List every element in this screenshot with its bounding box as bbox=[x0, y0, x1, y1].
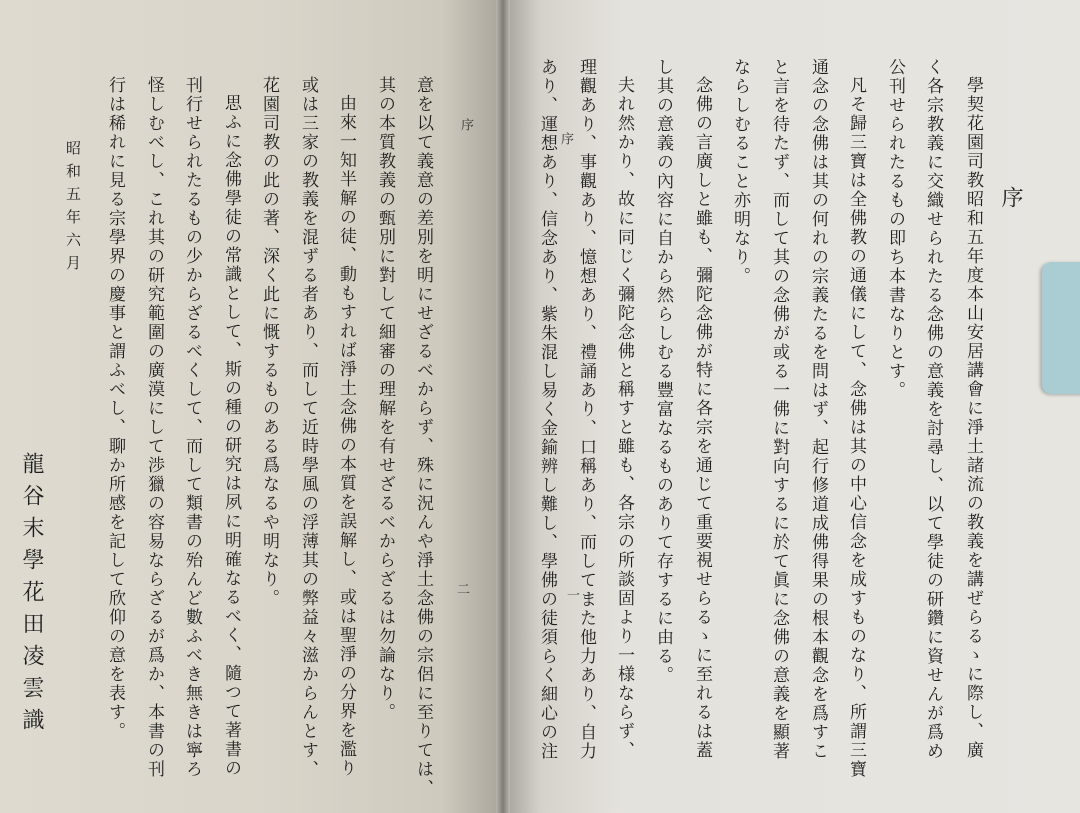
left-body-line-1: 意を以て義意の差別を明にせざるべからず、殊に況んや淨土念佛の宗侶に至りては、 bbox=[413, 76, 433, 798]
right-body-line-9: し其の意義の內容に自から然らしむる豐富なるものありて存するに由る。 bbox=[653, 58, 673, 685]
left-body-line-6: 思ふに念佛學徒の常識として、斯の種の研究は夙に明確なるべく、隨つて著書の bbox=[221, 94, 241, 778]
left-body-line-4: 或は三家の教義を混ずる者あり、而して近時學風の浮薄其の弊益々滋からんとす、 bbox=[298, 76, 318, 779]
right-body-line-3: 公刊せられたるもの即ち本書なりとす。 bbox=[885, 58, 905, 400]
right-body-line-6: と言を待たず、而して其の念佛が或る一佛に對向するに於て眞に念佛の意義を顯著 bbox=[769, 58, 789, 761]
bookmark-tab bbox=[1042, 262, 1080, 394]
right-body-line-10: 夫れ然かり、故に同じく彌陀念佛と稱すと雖も、各宗の所談固より一様ならず、 bbox=[614, 76, 634, 760]
right-body-line-2: く各宗教義に交織せられたる念佛の意義を討尋し、以て學徒の研鑽に資せんが爲め bbox=[923, 58, 943, 761]
left-page-header: 序 bbox=[458, 118, 473, 131]
preface-date: 昭和五年六月 bbox=[64, 140, 82, 278]
left-body-line-2: 其の本質教義の甄別に對して細審の理解を有せざるべからざるは勿論なり。 bbox=[375, 76, 395, 722]
left-body-line-8: 怪しむべし、これ其の研究範圍の廣漠にして渉獵の容易ならざるが爲か、本書の刊 bbox=[144, 76, 164, 779]
right-body-line-8: 念佛の言廣しと雖も、彌陀念佛が特に各宗を通じて重要視せらるゝに至れるは蓋 bbox=[692, 76, 712, 760]
right-page-title: 序 bbox=[998, 186, 1023, 208]
right-body-line-5: 通念の念佛は其の何れの宗義たるを問はず、起行修道成佛得果の根本觀念を爲すこ bbox=[808, 58, 828, 761]
preface-signature: 龍谷末學花田凌雲識 bbox=[19, 452, 44, 740]
left-body-line-5: 花園司教の此の著、深く此に慨するものある爲なるや明なり。 bbox=[259, 76, 279, 608]
right-body-line-12: あり、運想あり、信念あり、紫朱混し易く金鍮辨し難し、學佛の徒須らく細心の注 bbox=[537, 58, 557, 761]
right-page-number: 一 bbox=[564, 588, 579, 601]
right-body-line-11: 理觀あり、事觀あり、憶想あり、禮誦あり、口稱あり、而してまた他力あり、自力 bbox=[576, 58, 596, 761]
right-body-line-1: 學契花園司教昭和五年度本山安居講會に淨土諸流の教義を講ぜらるゝに際し、廣 bbox=[963, 76, 983, 760]
book-gutter bbox=[496, 0, 510, 813]
left-page-number: 二 bbox=[454, 582, 469, 595]
left-body-line-3: 由來一知半解の徒、動もすれば淨土念佛の本質を誤解し、或は聖淨の分界を濫り bbox=[336, 94, 356, 778]
right-page-header: 序 bbox=[558, 132, 573, 145]
right-body-line-7: ならしむること亦明なり。 bbox=[730, 58, 750, 286]
left-body-line-9: 行は稀れに見る宗學界の慶事と謂ふべし、聊か所感を記して欣仰の意を表す。 bbox=[105, 76, 125, 741]
right-body-line-4: 凡そ歸三寶は全佛教の通儀にして、念佛は其の中心信念を成すものなり、所謂三寶 bbox=[846, 76, 866, 779]
left-body-line-7: 刊行せられたるもの少からざるべくして、而して類書の殆んど數ふべき無きは寧ろ bbox=[182, 76, 202, 779]
